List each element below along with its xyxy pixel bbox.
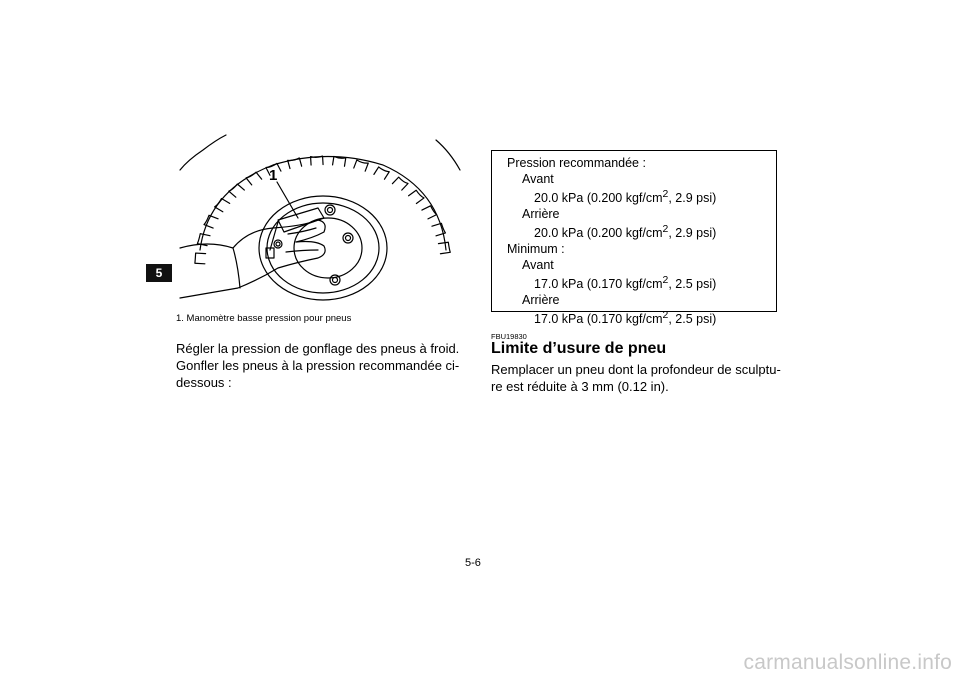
spec-rear-value: 20.0 kPa (0.200 kgf/$cm^2$, 2.9 psi) (534, 224, 717, 241)
tread-block (354, 160, 369, 171)
tread-block (229, 184, 245, 197)
watermark: carmanualsonline.info (743, 651, 952, 674)
spec-min-front-value: 17.0 kPa (0.170 kgf/$cm^2$, 2.5 psi) (534, 275, 717, 292)
spec-recommended-title: Pression recommandée : (507, 156, 646, 170)
section-heading: Limite d’usure de pneu (491, 340, 667, 357)
page-number: 5-6 (465, 557, 481, 569)
tread-block (374, 167, 389, 179)
spec-front-value: 20.0 kPa (0.200 kgf/$cm^2$, 2.9 psi) (534, 189, 717, 206)
spec-min-rear-value: 17.0 kPa (0.170 kgf/$cm^2$, 2.5 psi) (534, 310, 717, 327)
text-line: Gonfler les pneus à la pression recommandée ci- (176, 358, 460, 373)
tread-block (195, 253, 206, 264)
inflation-instructions (176, 340, 464, 391)
tread-block (422, 206, 437, 219)
tread-block (438, 242, 450, 253)
spec-min-front-label: Avant (522, 258, 554, 273)
pressure-spec-box (491, 150, 777, 327)
spec-min-rear-label: Arrière (522, 293, 560, 308)
wear-limit-text (491, 361, 781, 395)
spec-rear-label: Arrière (522, 207, 560, 222)
text-line: dessous : (176, 375, 232, 390)
text-line: Remplacer un pneu dont la profondeur de sculptu- (491, 362, 781, 377)
spec-minimum-title: Minimum : (507, 242, 565, 257)
figure-caption: 1. Manomètre basse pression pour pneus (176, 313, 352, 324)
section-code: FBU19830 (491, 332, 527, 341)
chapter-tab: 5 (146, 264, 172, 282)
tire-gauge-illustration (178, 130, 468, 302)
figure-callout: 1 (269, 167, 278, 184)
text-line: Régler la pression de gonflage des pneus à froid. (176, 341, 460, 356)
tread-block (333, 156, 346, 166)
text-line: re est réduite à 3 mm (0.12 in). (491, 379, 669, 394)
tread-block (392, 177, 408, 190)
spec-front-label: Avant (522, 172, 554, 186)
